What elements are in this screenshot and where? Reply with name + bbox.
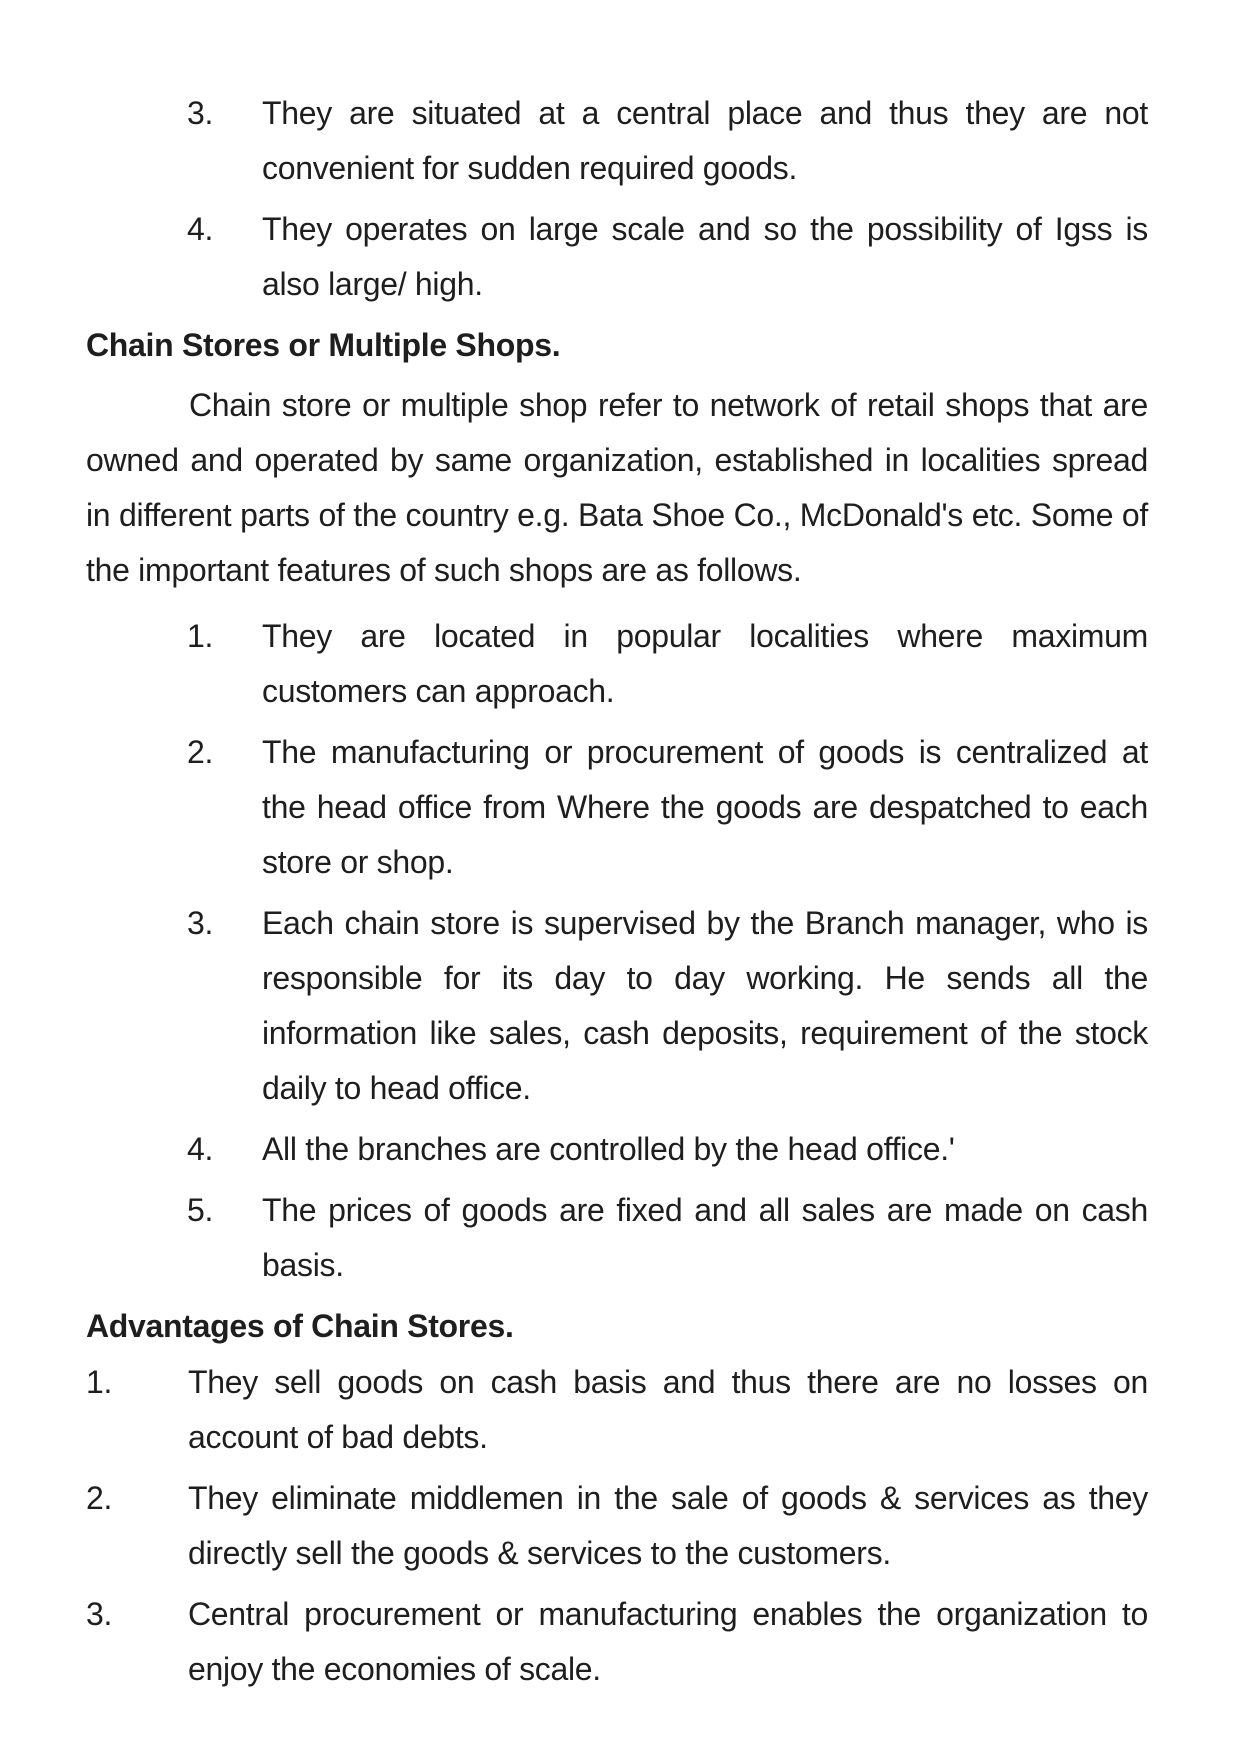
chain-stores-paragraph: Chain store or multiple shop refer to network of retail shops that are owned and operated by same organization, established in localities spread in different parts of the country e.g. Bata Shoe Co., McDonald's etc. Some of the important features of such shops are as follows. xyxy=(86,387,1148,588)
list-item-number: 2. xyxy=(187,734,214,770)
list-item-number: 3. xyxy=(187,905,214,941)
list-item-text: They are situated at a central place and thus they are not convenient for sudden required goods. xyxy=(262,95,1148,186)
list-item-text: Central procurement or manufacturing enables the organization to enjoy the economies of scale. xyxy=(188,1596,1148,1687)
section-heading-advantages: Advantages of Chain Stores. xyxy=(86,1308,514,1344)
list-item-text: Each chain store is supervised by the Branch manager, who is responsible for its day to day working. He sends all the information like sales, cash deposits, requirement of the stock daily to head office. xyxy=(262,905,1148,1106)
section-heading-chain-stores: Chain Stores or Multiple Shops. xyxy=(86,327,561,363)
list-item-text: The manufacturing or procurement of goods is centralized at the head office from Where the goods are despatched to each store or shop. xyxy=(262,734,1148,880)
list-item-number: 4. xyxy=(187,1131,214,1167)
list-item-number: 1. xyxy=(86,1364,113,1400)
list-item-number: 5. xyxy=(187,1192,214,1228)
list-item-number: 3. xyxy=(187,95,214,131)
list-item-number: 2. xyxy=(86,1480,113,1516)
list-item-text: They operates on large scale and so the possibility of Igss is also large/ high. xyxy=(262,211,1148,302)
list-item-text: They eliminate middlemen in the sale of goods & services as they directly sell the goods & services to the customers. xyxy=(188,1480,1148,1571)
list-item-number: 4. xyxy=(187,211,214,247)
list-item-text: The prices of goods are fixed and all sales are made on cash basis. xyxy=(262,1192,1148,1283)
list-item-number: 3. xyxy=(86,1596,113,1632)
list-item-text: All the branches are controlled by the head office.' xyxy=(262,1131,955,1167)
list-item-text: They sell goods on cash basis and thus there are no losses on account of bad debts. xyxy=(188,1364,1148,1455)
list-item-number: 1. xyxy=(187,618,214,654)
list-item-text: They are located in popular localities where maximum customers can approach. xyxy=(262,618,1148,709)
